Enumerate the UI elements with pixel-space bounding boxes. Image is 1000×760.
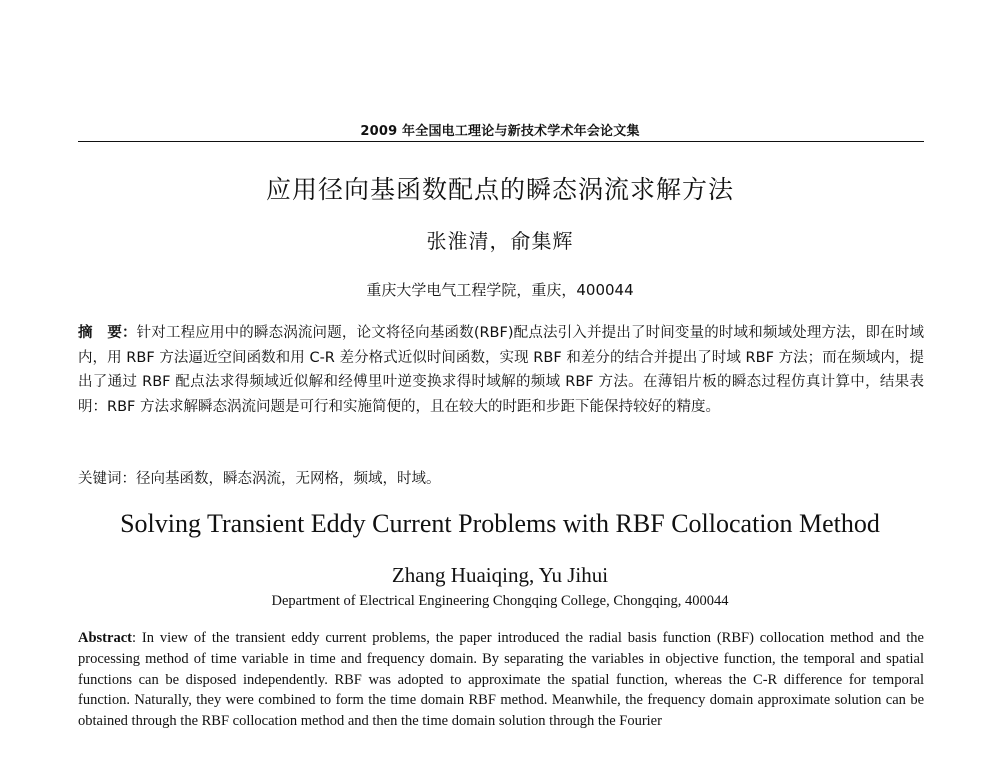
chinese-keywords-label: 关键词： [78, 471, 136, 487]
chinese-affiliation: 重庆大学电气工程学院，重庆，400044 [366, 281, 634, 299]
chinese-keywords [78, 467, 924, 488]
chinese-keywords-text: 径向基函数，瞬态涡流，无网格，频域，时域。 [136, 471, 441, 487]
chinese-title: 应用径向基函数配点的瞬态涡流求解方法 [265, 175, 734, 204]
chinese-authors: 张淮清，俞集辉 [426, 229, 574, 253]
english-abstract-text: : In view of the transient eddy current problems, the paper introduced the radial basis function (RBF) collocation method and the processing method of time variable in time and frequency domain. By separating the variables in objective function, the temporal and spatial functions can be disposed independently. RBF was adopted to approximate the spatial function, whereas the C-R difference for temporal function. Naturally, they were combined to form the time domain RBF method. Meanwhile, the frequency domain approximate solution can be obtained through the RBF collocation method and then the time domain solution through the Fourier [78, 630, 924, 730]
chinese-abstract-label: 摘 要： [78, 325, 137, 341]
proceedings-header: 2009 年全国电工理论与新技术学术年会论文集 [360, 124, 640, 139]
chinese-abstract [78, 321, 924, 419]
english-authors: Zhang Huaiqing, Yu Jihui [391, 563, 609, 587]
header-rule [78, 141, 924, 142]
english-abstract-label: Abstract [78, 630, 132, 646]
english-abstract [78, 628, 924, 732]
english-affiliation: Department of Electrical Engineering Chongqing College, Chongqing, 400044 [271, 593, 729, 609]
english-title: Solving Transient Eddy Current Problems with RBF Collocation Method [120, 509, 880, 538]
chinese-abstract-text: 针对工程应用中的瞬态涡流问题，论文将径向基函数(RBF)配点法引入并提出了时间变量的时域和频域处理方法，即在时域内，用 RBF 方法逼近空间函数和用 C-R 差分格式近似时间函数，实现 RBF 和差分的结合并提出了时域 RBF 方法；而在频域内，提出了通过 RBF 配点法求得频域近似解和经傅里叶逆变换求得时域解的频域 RBF 方法。在薄铝片板的瞬态过程仿真计算中，结果表明：RBF 方法求解瞬态涡流问题是可行和实施简便的，且在较大的时距和步距下能保持较好的精度。 [78, 325, 924, 415]
